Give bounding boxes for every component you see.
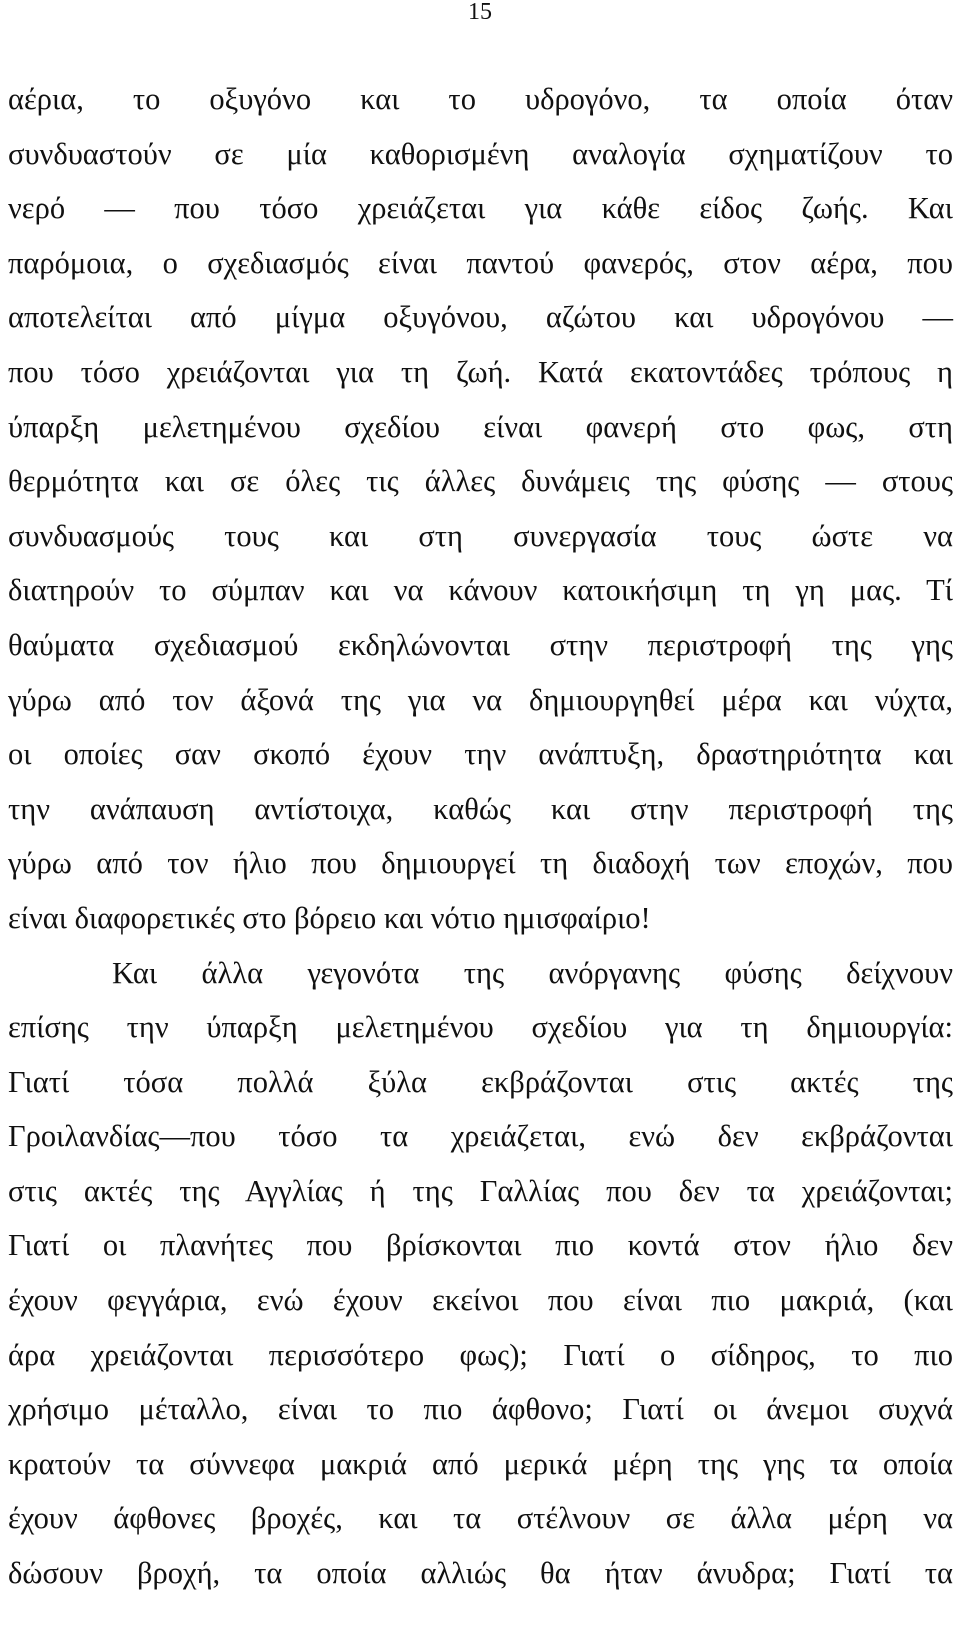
text-line: οι οποίες σαν σκοπό έχουν την ανάπτυξη, δραστηριότητα και bbox=[8, 737, 953, 772]
paragraph-1 bbox=[8, 72, 953, 946]
text-line: παρόμοια, ο σχεδιασμός είναι παντού φανερός, στον αέρα, που bbox=[8, 245, 953, 280]
text-line: χρήσιμο μέταλλο, είναι το πιο άφθονο; Γιατί οι άνεμοι συχνά bbox=[8, 1392, 953, 1427]
text-line: συνδυαστούν σε μία καθορισμένη αναλογία σχηματίζουν το bbox=[8, 136, 953, 171]
text-line: Και άλλα γεγονότα της ανόργανης φύσης δείχνουν bbox=[112, 955, 953, 990]
text-line: Γροιλανδίας—που τόσο τα χρειάζεται, ενώ δεν εκβράζονται bbox=[8, 1119, 953, 1154]
text-line: διατηρούν το σύμπαν και να κάνουν κατοικήσιμη τη γη μας. Τί bbox=[8, 573, 953, 608]
text-line: γύρω από τον ήλιο που δημιουργεί τη διαδοχή των εποχών, που bbox=[8, 846, 953, 881]
text-line: έχουν άφθονες βροχές, και τα στέλνουν σε άλλα μέρη να bbox=[8, 1501, 953, 1536]
text-line: στις ακτές της Αγγλίας ή της Γαλλίας που δεν τα χρειάζονται; bbox=[8, 1173, 953, 1208]
text-line: είναι διαφορετικές στο βόρειο και νότιο ημισφαίριο! bbox=[8, 900, 651, 935]
paragraph-2 bbox=[8, 946, 953, 1601]
text-line: Γιατί οι πλανήτες που βρίσκονται πιο κοντά στον ήλιο δεν bbox=[8, 1228, 953, 1263]
text-line: κρατούν τα σύννεφα μακριά από μερικά μέρη της γης τα οποία bbox=[8, 1446, 953, 1481]
text-line: αποτελείται από μίγμα οξυγόνου, αζώτου και υδρογόνου — bbox=[8, 300, 953, 335]
text-line: γύρω από τον άξονά της για να δημιουργηθεί μέρα και νύχτα, bbox=[8, 682, 953, 717]
text-line: νερό — που τόσο χρειάζεται για κάθε είδος ζωής. Και bbox=[8, 191, 953, 226]
text-line: που τόσο χρειάζονται για τη ζωή. Κατά εκατοντάδες τρόπους η bbox=[8, 354, 953, 389]
text-line: την ανάπαυση αντίστοιχα, καθώς και στην περιστροφή της bbox=[8, 791, 953, 826]
text-line: επίσης την ύπαρξη μελετημένου σχεδίου για τη δημιουργία: bbox=[8, 1010, 953, 1045]
text-line: θερμότητα και σε όλες τις άλλες δυνάμεις της φύσης — στους bbox=[8, 464, 953, 499]
page-number: 15 bbox=[468, 0, 492, 25]
text-line: Γιατί τόσα πολλά ξύλα εκβράζονται στις ακτές της bbox=[8, 1064, 953, 1099]
text-line: έχουν φεγγάρια, ενώ έχουν εκείνοι που είναι πιο μακριά, (και bbox=[8, 1283, 953, 1318]
text-line: δώσουν βροχή, τα οποία αλλιώς θα ήταν άνυδρα; Γιατί τα bbox=[8, 1556, 953, 1591]
text-line: ύπαρξη μελετημένου σχεδίου είναι φανερή στο φως, στη bbox=[8, 409, 953, 444]
text-line: θαύματα σχεδιασμού εκδηλώνονται στην περιστροφή της γης bbox=[8, 627, 953, 662]
text-line: άρα χρειάζονται περισσότερο φως); Γιατί ο σίδηρος, το πιο bbox=[8, 1337, 953, 1372]
body-text bbox=[8, 72, 953, 1601]
text-line: αέρια, το οξυγόνο και το υδρογόνο, τα οποία όταν bbox=[8, 82, 953, 116]
text-line: συνδυασμούς τους και στη συνεργασία τους ώστε να bbox=[8, 518, 953, 553]
